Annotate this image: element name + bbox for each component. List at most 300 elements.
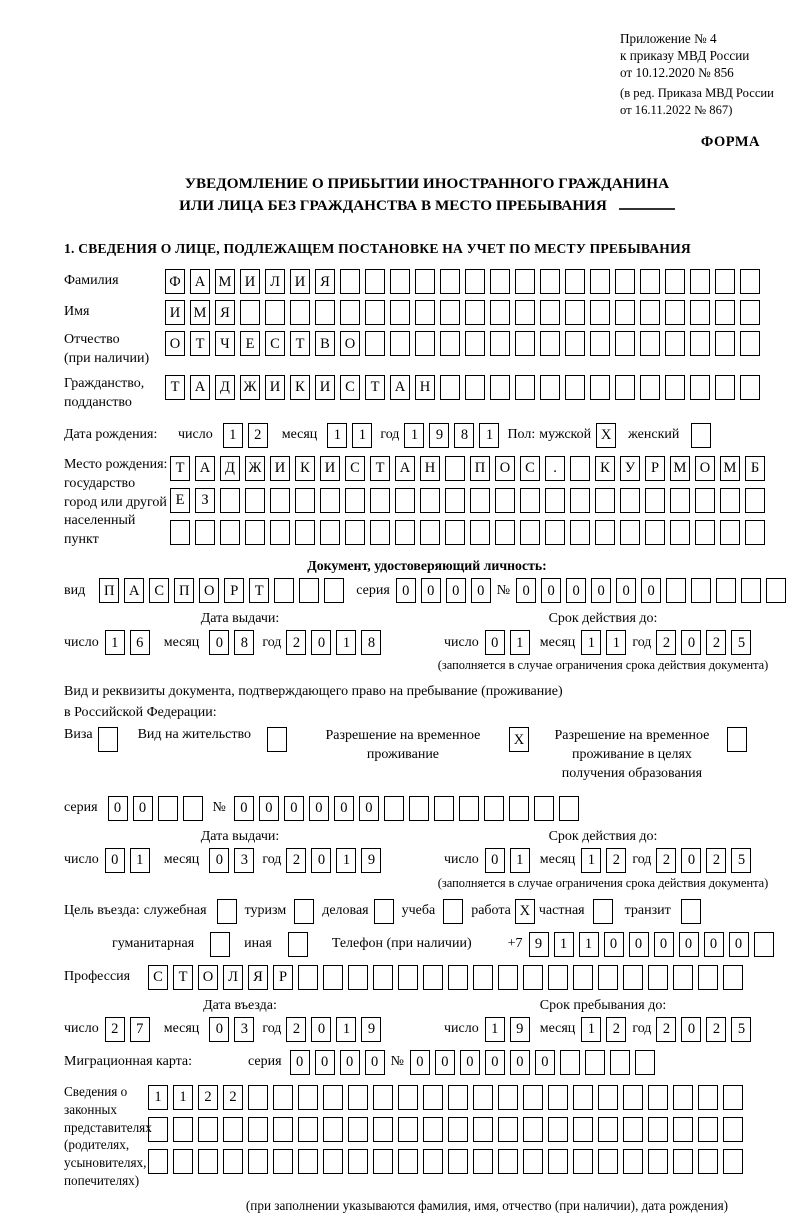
char-box[interactable]: Т — [365, 375, 385, 400]
char-box[interactable] — [348, 965, 368, 990]
char-box[interactable] — [465, 331, 485, 356]
char-box[interactable]: О — [199, 578, 219, 603]
char-box[interactable]: 0 — [654, 932, 674, 957]
char-box[interactable] — [465, 375, 485, 400]
char-box[interactable] — [640, 375, 660, 400]
char-box[interactable] — [373, 1085, 393, 1110]
char-box[interactable]: 9 — [510, 1017, 530, 1042]
char-box[interactable] — [298, 1117, 318, 1142]
char-box[interactable] — [148, 1149, 168, 1174]
char-box[interactable]: Ф — [165, 269, 185, 294]
char-box[interactable] — [623, 965, 643, 990]
char-box[interactable]: 8 — [361, 630, 381, 655]
char-box[interactable] — [374, 899, 394, 924]
char-box[interactable] — [715, 375, 735, 400]
char-box[interactable] — [593, 899, 613, 924]
char-box[interactable] — [640, 269, 660, 294]
char-box[interactable]: И — [290, 269, 310, 294]
char-box[interactable]: 0 — [209, 1017, 229, 1042]
char-box[interactable] — [695, 520, 715, 545]
char-box[interactable] — [395, 488, 415, 513]
char-box[interactable] — [573, 965, 593, 990]
char-box[interactable]: 9 — [429, 423, 449, 448]
char-box[interactable] — [288, 932, 308, 957]
char-box[interactable]: А — [390, 375, 410, 400]
char-box[interactable]: И — [270, 456, 290, 481]
char-box[interactable]: 2 — [105, 1017, 125, 1042]
char-box[interactable] — [448, 965, 468, 990]
char-box[interactable] — [265, 300, 285, 325]
char-box[interactable] — [465, 300, 485, 325]
char-box[interactable]: 0 — [471, 578, 491, 603]
char-box[interactable] — [723, 1117, 743, 1142]
char-box[interactable]: Ж — [245, 456, 265, 481]
char-box[interactable]: С — [340, 375, 360, 400]
char-box[interactable]: Л — [265, 269, 285, 294]
char-box[interactable] — [715, 269, 735, 294]
char-box[interactable]: 0 — [133, 796, 153, 821]
char-box[interactable] — [398, 1117, 418, 1142]
char-box[interactable]: Т — [165, 375, 185, 400]
char-box[interactable] — [324, 578, 344, 603]
char-box[interactable] — [248, 1085, 268, 1110]
char-box[interactable] — [498, 1085, 518, 1110]
char-box[interactable]: 8 — [454, 423, 474, 448]
char-box[interactable] — [495, 520, 515, 545]
char-box[interactable]: Е — [240, 331, 260, 356]
char-box[interactable] — [323, 1085, 343, 1110]
char-box[interactable]: 2 — [706, 1017, 726, 1042]
char-box[interactable]: 0 — [446, 578, 466, 603]
char-box[interactable] — [220, 488, 240, 513]
char-box[interactable] — [398, 965, 418, 990]
char-box[interactable] — [273, 1117, 293, 1142]
char-box[interactable] — [720, 488, 740, 513]
char-box[interactable] — [473, 1149, 493, 1174]
char-box[interactable]: 1 — [327, 423, 347, 448]
char-box[interactable]: 1 — [105, 630, 125, 655]
char-box[interactable]: 2 — [606, 1017, 626, 1042]
char-box[interactable] — [384, 796, 404, 821]
char-box[interactable] — [715, 331, 735, 356]
char-box[interactable] — [698, 1117, 718, 1142]
char-box[interactable] — [648, 965, 668, 990]
char-box[interactable]: 2 — [198, 1085, 218, 1110]
char-box[interactable] — [365, 300, 385, 325]
char-box[interactable] — [573, 1085, 593, 1110]
char-box[interactable] — [98, 727, 118, 752]
char-box[interactable]: Р — [224, 578, 244, 603]
title-blank-line[interactable] — [619, 208, 675, 210]
char-box[interactable]: 0 — [290, 1050, 310, 1075]
char-box[interactable]: П — [470, 456, 490, 481]
char-box[interactable] — [370, 520, 390, 545]
char-box[interactable] — [183, 796, 203, 821]
char-box[interactable]: 1 — [336, 1017, 356, 1042]
char-box[interactable] — [445, 520, 465, 545]
char-box[interactable] — [498, 1117, 518, 1142]
char-box[interactable] — [673, 965, 693, 990]
char-box[interactable] — [273, 1085, 293, 1110]
char-box[interactable]: 0 — [435, 1050, 455, 1075]
char-box[interactable] — [648, 1085, 668, 1110]
char-box[interactable] — [345, 488, 365, 513]
char-box[interactable]: 0 — [396, 578, 416, 603]
char-box[interactable] — [615, 269, 635, 294]
char-box[interactable] — [523, 1149, 543, 1174]
char-box[interactable] — [348, 1149, 368, 1174]
char-box[interactable] — [415, 269, 435, 294]
char-box[interactable] — [665, 331, 685, 356]
char-box[interactable]: 1 — [606, 630, 626, 655]
char-box[interactable] — [498, 1149, 518, 1174]
char-box[interactable] — [690, 269, 710, 294]
char-box[interactable] — [740, 331, 760, 356]
char-box[interactable] — [198, 1149, 218, 1174]
char-box[interactable] — [423, 965, 443, 990]
char-box[interactable]: 9 — [361, 848, 381, 873]
char-box[interactable]: 0 — [365, 1050, 385, 1075]
char-box[interactable]: Т — [173, 965, 193, 990]
char-box[interactable]: О — [198, 965, 218, 990]
char-box[interactable] — [195, 520, 215, 545]
char-box[interactable] — [198, 1117, 218, 1142]
char-box[interactable] — [415, 331, 435, 356]
char-box[interactable] — [534, 796, 554, 821]
char-box[interactable] — [415, 300, 435, 325]
char-box[interactable]: 0 — [566, 578, 586, 603]
char-box[interactable]: 0 — [309, 796, 329, 821]
char-box[interactable] — [390, 269, 410, 294]
char-box[interactable] — [373, 965, 393, 990]
char-box[interactable] — [615, 375, 635, 400]
char-box[interactable]: 3 — [234, 1017, 254, 1042]
char-box[interactable] — [294, 899, 314, 924]
char-box[interactable]: И — [320, 456, 340, 481]
char-box[interactable] — [273, 1149, 293, 1174]
char-box[interactable]: 2 — [656, 1017, 676, 1042]
char-box[interactable] — [540, 300, 560, 325]
char-box[interactable] — [716, 578, 736, 603]
char-box[interactable]: 0 — [359, 796, 379, 821]
char-box[interactable] — [490, 300, 510, 325]
char-box[interactable]: О — [165, 331, 185, 356]
char-box[interactable] — [690, 375, 710, 400]
char-box[interactable] — [540, 331, 560, 356]
char-box[interactable] — [548, 1149, 568, 1174]
char-box[interactable] — [515, 375, 535, 400]
char-box[interactable] — [270, 488, 290, 513]
char-box[interactable] — [295, 488, 315, 513]
char-box[interactable]: Р — [273, 965, 293, 990]
char-box[interactable] — [548, 965, 568, 990]
char-box[interactable] — [695, 488, 715, 513]
char-box[interactable]: И — [315, 375, 335, 400]
char-box[interactable]: П — [99, 578, 119, 603]
char-box[interactable] — [545, 520, 565, 545]
char-box[interactable]: 0 — [679, 932, 699, 957]
char-box[interactable] — [620, 520, 640, 545]
char-box[interactable]: 0 — [516, 578, 536, 603]
char-box[interactable]: Т — [170, 456, 190, 481]
char-box[interactable] — [490, 375, 510, 400]
char-box[interactable] — [745, 488, 765, 513]
char-box[interactable] — [473, 965, 493, 990]
char-box[interactable] — [348, 1085, 368, 1110]
char-box[interactable]: З — [195, 488, 215, 513]
char-box[interactable]: 0 — [421, 578, 441, 603]
char-box[interactable] — [665, 300, 685, 325]
char-box[interactable]: 0 — [485, 1050, 505, 1075]
char-box[interactable] — [420, 520, 440, 545]
char-box[interactable] — [523, 1117, 543, 1142]
char-box[interactable]: О — [495, 456, 515, 481]
char-box[interactable]: С — [149, 578, 169, 603]
char-box[interactable]: А — [190, 269, 210, 294]
char-box[interactable]: 1 — [173, 1085, 193, 1110]
char-box[interactable]: 0 — [681, 848, 701, 873]
char-box[interactable] — [740, 375, 760, 400]
char-box[interactable] — [440, 300, 460, 325]
char-box[interactable]: 0 — [334, 796, 354, 821]
char-box[interactable]: 0 — [410, 1050, 430, 1075]
char-box[interactable]: М — [190, 300, 210, 325]
char-box[interactable]: П — [174, 578, 194, 603]
char-box[interactable] — [648, 1117, 668, 1142]
char-box[interactable]: К — [290, 375, 310, 400]
char-box[interactable] — [173, 1149, 193, 1174]
char-box[interactable]: Л — [223, 965, 243, 990]
char-box[interactable] — [274, 578, 294, 603]
char-box[interactable]: 0 — [105, 848, 125, 873]
char-box[interactable] — [723, 965, 743, 990]
char-box[interactable]: Т — [249, 578, 269, 603]
char-box[interactable] — [715, 300, 735, 325]
char-box[interactable] — [473, 1085, 493, 1110]
char-box[interactable] — [248, 1149, 268, 1174]
char-box[interactable] — [420, 488, 440, 513]
char-box[interactable]: 2 — [286, 848, 306, 873]
char-box[interactable] — [565, 375, 585, 400]
char-box[interactable]: 0 — [485, 630, 505, 655]
char-box[interactable] — [298, 965, 318, 990]
char-box[interactable] — [323, 1117, 343, 1142]
char-box[interactable] — [670, 488, 690, 513]
char-box[interactable]: X — [515, 899, 535, 924]
char-box[interactable] — [248, 1117, 268, 1142]
char-box[interactable]: 0 — [311, 630, 331, 655]
char-box[interactable]: 0 — [641, 578, 661, 603]
char-box[interactable] — [745, 520, 765, 545]
char-box[interactable]: Д — [215, 375, 235, 400]
char-box[interactable]: 1 — [130, 848, 150, 873]
char-box[interactable] — [665, 269, 685, 294]
char-box[interactable] — [223, 1149, 243, 1174]
char-box[interactable]: X — [509, 727, 529, 752]
char-box[interactable] — [560, 1050, 580, 1075]
char-box[interactable]: 0 — [591, 578, 611, 603]
char-box[interactable] — [298, 1149, 318, 1174]
char-box[interactable] — [173, 1117, 193, 1142]
char-box[interactable] — [210, 932, 230, 957]
char-box[interactable]: И — [165, 300, 185, 325]
char-box[interactable] — [698, 1085, 718, 1110]
char-box[interactable]: 1 — [485, 1017, 505, 1042]
char-box[interactable] — [390, 300, 410, 325]
char-box[interactable] — [459, 796, 479, 821]
char-box[interactable]: Ч — [215, 331, 235, 356]
char-box[interactable] — [545, 488, 565, 513]
char-box[interactable] — [570, 488, 590, 513]
char-box[interactable] — [370, 488, 390, 513]
char-box[interactable] — [690, 300, 710, 325]
char-box[interactable]: К — [595, 456, 615, 481]
char-box[interactable]: 0 — [541, 578, 561, 603]
char-box[interactable] — [635, 1050, 655, 1075]
char-box[interactable]: Т — [370, 456, 390, 481]
char-box[interactable]: 2 — [706, 848, 726, 873]
char-box[interactable]: 5 — [731, 630, 751, 655]
char-box[interactable] — [666, 578, 686, 603]
char-box[interactable] — [698, 1149, 718, 1174]
char-box[interactable]: Ж — [240, 375, 260, 400]
char-box[interactable]: Т — [290, 331, 310, 356]
char-box[interactable]: 2 — [286, 630, 306, 655]
char-box[interactable]: 2 — [656, 630, 676, 655]
char-box[interactable]: 1 — [336, 848, 356, 873]
char-box[interactable]: 8 — [234, 630, 254, 655]
char-box[interactable] — [598, 965, 618, 990]
char-box[interactable] — [345, 520, 365, 545]
char-box[interactable]: Т — [190, 331, 210, 356]
char-box[interactable] — [720, 520, 740, 545]
char-box[interactable] — [448, 1085, 468, 1110]
char-box[interactable] — [270, 520, 290, 545]
char-box[interactable] — [423, 1149, 443, 1174]
char-box[interactable] — [766, 578, 786, 603]
char-box[interactable] — [490, 331, 510, 356]
char-box[interactable]: 0 — [681, 1017, 701, 1042]
char-box[interactable]: 0 — [340, 1050, 360, 1075]
char-box[interactable]: 0 — [311, 1017, 331, 1042]
char-box[interactable] — [598, 1117, 618, 1142]
char-box[interactable]: В — [315, 331, 335, 356]
char-box[interactable] — [573, 1149, 593, 1174]
char-box[interactable]: 1 — [336, 630, 356, 655]
char-box[interactable] — [409, 796, 429, 821]
char-box[interactable] — [490, 269, 510, 294]
char-box[interactable]: 0 — [284, 796, 304, 821]
char-box[interactable] — [648, 1149, 668, 1174]
char-box[interactable] — [598, 1149, 618, 1174]
char-box[interactable] — [245, 520, 265, 545]
char-box[interactable]: 1 — [579, 932, 599, 957]
char-box[interactable] — [267, 727, 287, 752]
char-box[interactable] — [565, 269, 585, 294]
char-box[interactable] — [398, 1085, 418, 1110]
char-box[interactable]: 0 — [485, 848, 505, 873]
char-box[interactable]: 1 — [479, 423, 499, 448]
char-box[interactable]: 0 — [629, 932, 649, 957]
char-box[interactable] — [540, 375, 560, 400]
char-box[interactable]: О — [695, 456, 715, 481]
char-box[interactable]: 0 — [729, 932, 749, 957]
char-box[interactable] — [590, 331, 610, 356]
char-box[interactable]: Д — [220, 456, 240, 481]
char-box[interactable]: 0 — [510, 1050, 530, 1075]
char-box[interactable] — [673, 1085, 693, 1110]
char-box[interactable] — [390, 331, 410, 356]
char-box[interactable] — [220, 520, 240, 545]
char-box[interactable]: 2 — [223, 1085, 243, 1110]
char-box[interactable]: 0 — [311, 848, 331, 873]
char-box[interactable]: 0 — [535, 1050, 555, 1075]
char-box[interactable] — [623, 1085, 643, 1110]
char-box[interactable] — [423, 1085, 443, 1110]
char-box[interactable]: Е — [170, 488, 190, 513]
char-box[interactable] — [665, 375, 685, 400]
char-box[interactable] — [509, 796, 529, 821]
char-box[interactable] — [323, 965, 343, 990]
char-box[interactable]: 1 — [223, 423, 243, 448]
char-box[interactable] — [645, 488, 665, 513]
char-box[interactable]: И — [265, 375, 285, 400]
char-box[interactable] — [445, 488, 465, 513]
char-box[interactable] — [548, 1085, 568, 1110]
char-box[interactable]: 1 — [148, 1085, 168, 1110]
char-box[interactable] — [299, 578, 319, 603]
char-box[interactable]: 6 — [130, 630, 150, 655]
char-box[interactable] — [323, 1149, 343, 1174]
char-box[interactable] — [148, 1117, 168, 1142]
char-box[interactable] — [740, 269, 760, 294]
char-box[interactable] — [470, 520, 490, 545]
char-box[interactable] — [681, 899, 701, 924]
char-box[interactable] — [448, 1117, 468, 1142]
char-box[interactable]: Н — [420, 456, 440, 481]
char-box[interactable] — [340, 300, 360, 325]
char-box[interactable] — [440, 331, 460, 356]
char-box[interactable] — [590, 269, 610, 294]
char-box[interactable] — [440, 269, 460, 294]
char-box[interactable] — [320, 520, 340, 545]
char-box[interactable] — [365, 269, 385, 294]
char-box[interactable] — [595, 488, 615, 513]
char-box[interactable] — [754, 932, 774, 957]
char-box[interactable] — [610, 1050, 630, 1075]
char-box[interactable]: 2 — [656, 848, 676, 873]
char-box[interactable] — [615, 300, 635, 325]
char-box[interactable]: У — [620, 456, 640, 481]
char-box[interactable] — [423, 1117, 443, 1142]
char-box[interactable]: М — [720, 456, 740, 481]
char-box[interactable] — [520, 488, 540, 513]
char-box[interactable] — [520, 520, 540, 545]
char-box[interactable] — [315, 300, 335, 325]
char-box[interactable]: С — [345, 456, 365, 481]
char-box[interactable]: 2 — [606, 848, 626, 873]
char-box[interactable]: Я — [315, 269, 335, 294]
char-box[interactable] — [565, 300, 585, 325]
char-box[interactable] — [623, 1149, 643, 1174]
char-box[interactable] — [723, 1085, 743, 1110]
char-box[interactable] — [540, 269, 560, 294]
char-box[interactable] — [348, 1117, 368, 1142]
char-box[interactable]: 0 — [616, 578, 636, 603]
char-box[interactable]: Я — [215, 300, 235, 325]
char-box[interactable] — [515, 300, 535, 325]
char-box[interactable]: А — [124, 578, 144, 603]
